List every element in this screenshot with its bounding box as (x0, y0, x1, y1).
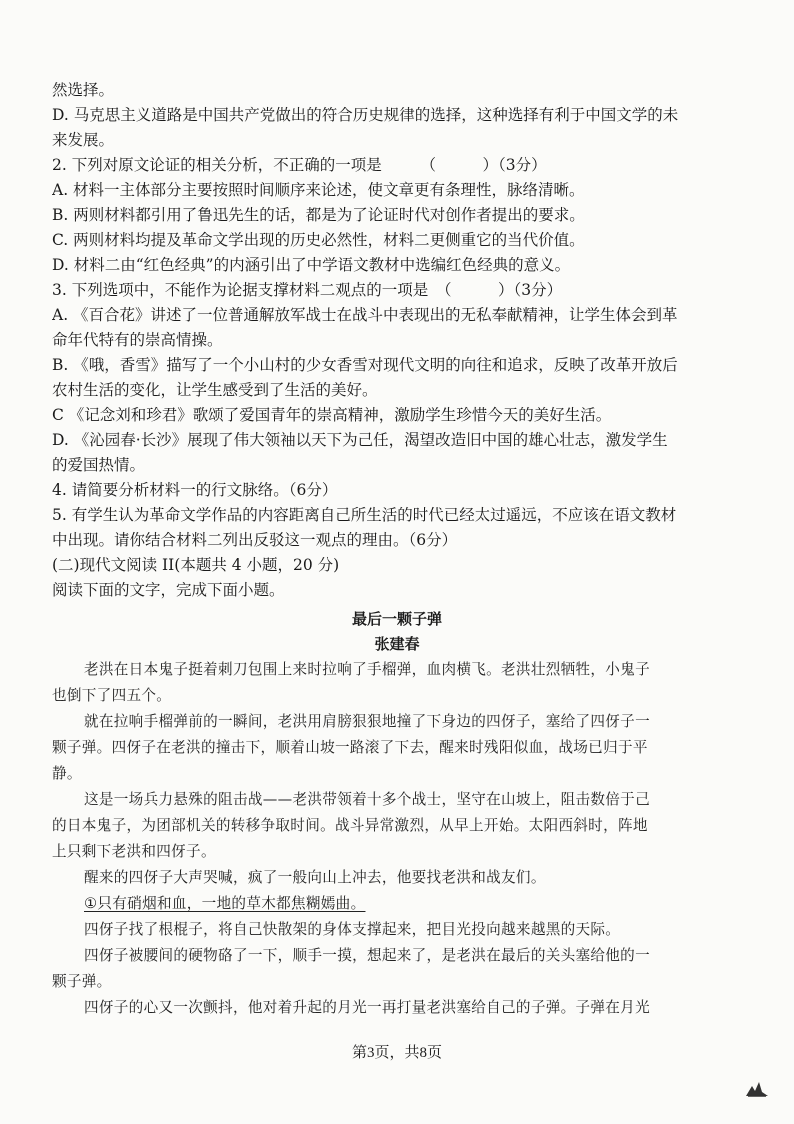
option-a: A. 材料一主体部分主要按照时间顺序来论述，使文章更有条理性，脉络清晰。 (52, 181, 585, 199)
paragraph-line: 四伢子的心又一次颤抖，他对着升起的月光一再打量老洪塞给自己的子弹。子弹在月光 (84, 999, 650, 1016)
option-c: C 《记念刘和珍君》歌颂了爱国青年的崇高精神，激励学生珍惜今天的美好生活。 (52, 406, 612, 424)
section-heading: (二)现代文阅读 II(本题共 4 小题，20 分) (52, 556, 340, 574)
option-c: C. 两则材料均提及革命文学出现的历史必然性，材料二更侧重它的当代价值。 (52, 231, 585, 249)
page-footer: 第3页，共8页 (351, 1045, 442, 1061)
question-2: 2. 下列对原文论证的相关分析，不正确的一项是 （ ）（3分） (52, 156, 547, 174)
paragraph-line: 这是一场兵力悬殊的阻击战——老洪带领着十多个战士，坚守在山坡上，阻击数倍于己 (84, 791, 650, 808)
story-title: 最后一颗子弹 (351, 610, 442, 628)
text-line: 然选择。 (52, 81, 115, 99)
underlined-text: ①只有硝烟和血，一地的草木都焦糊嫣曲。 (84, 895, 366, 912)
question-4: 4. 请简要分析材料一的行文脉络。（6分） (52, 481, 338, 499)
paragraph-line: 上只剩下老洪和四伢子。 (52, 843, 216, 860)
instruction: 阅读下面的文字，完成下面小题。 (52, 581, 285, 599)
paragraph-line: 就在拉响手榴弹前的一瞬间，老洪用肩膀狠狠地撞了下身边的四伢子，塞给了四伢子一 (84, 713, 650, 730)
text-line: 的爱国热情。 (52, 456, 146, 474)
underlined-sentence-1 (84, 894, 740, 914)
story-author: 张建春 (374, 635, 420, 653)
paragraph-line: 醒来的四伢子大声哭喊，疯了一般向山上冲去，他要找老洪和战友们。 (84, 869, 546, 886)
paragraph-line: 静。 (52, 765, 82, 782)
option-b: B. 两则材料都引用了鲁迅先生的话，都是为了论证时代对创作者提出的要求。 (52, 206, 585, 224)
scan-mark-icon (744, 1080, 770, 1098)
option-a: A. 《百合花》讲述了一位普通解放军战士在战斗中表现出的无私奉献精神，让学生体会到革 (52, 306, 678, 324)
text-line: 命年代特有的崇高情操。 (52, 331, 223, 349)
option-b: B. 《哦，香雪》描写了一个小山村的少女香雪对现代文明的向往和追求，反映了改革开放后 (52, 356, 678, 374)
paragraph-line: 四伢子被腰间的硬物硌了一下，顺手一摸，想起来了，是老洪在最后的关头塞给他的一 (84, 947, 650, 964)
option-d: D. 材料二由“红色经典”的内涵引出了中学语文教材中选编红色经典的意义。 (52, 256, 571, 274)
text-line: 中出现。请你结合材料二列出反驳这一观点的理由。（6分） (52, 531, 458, 549)
paragraph-line: 老洪在日本鬼子挺着刺刀包围上来时拉响了手榴弹，血肉横飞。老洪壮烈牺牲，小鬼子 (84, 661, 650, 678)
option-d: D. 《沁园春·长沙》展现了伟大领袖以天下为己任，渴望改造旧中国的雄心壮志，激发学生 (52, 431, 668, 449)
text-line: 来发展。 (52, 131, 115, 149)
paragraph-line: 四伢子找了根棍子，将自己快散架的身体支撑起来，把目光投向越来越黑的天际。 (84, 921, 621, 938)
paragraph-line: 颗子弹。 (52, 973, 112, 990)
question-5: 5. 有学生认为革命文学作品的内容距离自己所生活的时代已经太过遥远，不应该在语文教材 (52, 506, 677, 524)
paragraph-line: 的日本鬼子，为团部机关的转移争取时间。战斗异常激烈，从早上开始。太阳西斜时，阵地 (52, 817, 648, 834)
question-3: 3. 下列选项中，不能作为论据支撑材料二观点的一项是 （ ）（3分） (52, 281, 563, 299)
option-d-q1: D. 马克思主义道路是中国共产党做出的符合历史规律的选择，这种选择有利于中国文学的未 (52, 106, 679, 124)
paragraph-line: 也倒下了四五个。 (52, 687, 172, 704)
paragraph-line: 颗子弹。四伢子在老洪的撞击下，顺着山坡一路滚了下去，醒来时残阳似血，战场已归于平 (52, 739, 648, 756)
text-line: 农村生活的变化，让学生感受到了生活的美好。 (52, 381, 378, 399)
